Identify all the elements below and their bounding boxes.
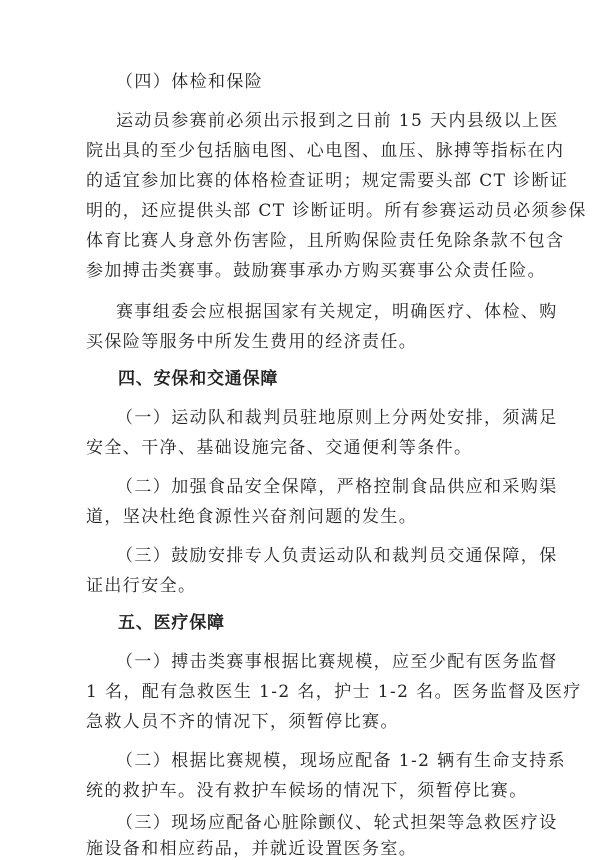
paragraph-line: 买保险等服务中所发生费用的经济责任。 (86, 332, 418, 352)
paragraph-line: 参加搏击类赛事。鼓励赛事承办方购买赛事公众责任险。 (86, 261, 546, 281)
list-item-line: 急救人员不齐的情况下，须暂停比赛。 (86, 712, 399, 732)
list-item-line: 1 名，配有急救医生 1-2 名，护士 1-2 名。医务监督及医疗 (86, 682, 582, 702)
section-heading-security-transport: 四、安保和交通保障 (118, 369, 279, 389)
list-item-line: （三）鼓励安排专人负责运动队和裁判员交通保障，保 (116, 546, 558, 566)
subsection-heading-physical-exam-insurance: （四）体检和保险 (116, 72, 264, 92)
list-item-line: （一）运动队和裁判员驻地原则上分两处安排，须满足 (116, 408, 558, 428)
paragraph-line: 赛事组委会应根据国家有关规定，明确医疗、体检、购 (116, 302, 558, 322)
paragraph-line: 体育比赛人身意外伤害险，且所购保险责任免除条款不包含 (86, 231, 565, 251)
paragraph-line: 院出具的至少包括脑电图、心电图、血压、脉搏等指标在内 (86, 141, 565, 161)
section-heading-medical: 五、医疗保障 (118, 613, 225, 633)
list-item-line: 证出行安全。 (86, 576, 197, 596)
list-item-line: （二）根据比赛规模，现场应配备 1-2 辆有生命支持系 (116, 751, 566, 771)
list-item-line: 施设备和相应药品，并就近设置医务室。 (86, 839, 418, 859)
list-item-line: （三）现场应配备心脏除颤仪、轮式担架等急救医疗设 (116, 813, 558, 833)
paragraph-line: 明的，还应提供头部 CT 诊断证明。所有参赛运动员必须参保 (86, 201, 587, 221)
list-item-line: 安全、干净、基础设施完备、交通便利等条件。 (86, 438, 473, 458)
paragraph-line: 的适宜参加比赛的体格检查证明；规定需要头部 CT 诊断证 (86, 171, 569, 191)
list-item-line: 统的救护车。没有救护车候场的情况下，须暂停比赛。 (86, 781, 528, 801)
list-item-line: （一）搏击类赛事根据比赛规模，应至少配有医务监督 (116, 652, 558, 672)
list-item-line: 道，坚决杜绝食源性兴奋剂问题的发生。 (86, 507, 418, 527)
list-item-line: （二）加强食品安全保障，严格控制食品供应和采购渠 (116, 477, 558, 497)
paragraph-line: 运动员参赛前必须出示报到之日前 15 天内县级以上医 (116, 111, 559, 131)
